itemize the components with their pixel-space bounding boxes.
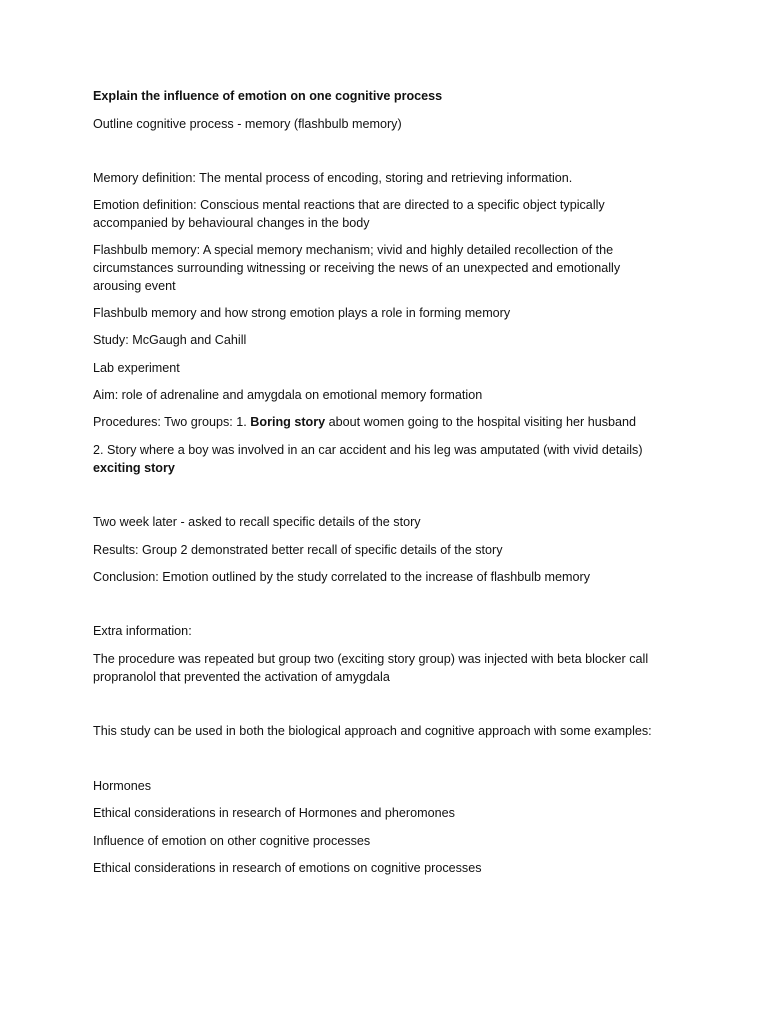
example-item: Ethical considerations in research of emotions on cognitive processes — [93, 861, 482, 875]
usage-text: This study can be used in both the biological approach and cognitive approach with some examples: — [93, 724, 652, 738]
outline-text: Outline cognitive process - memory (flashbulb memory) — [93, 117, 402, 131]
example-item: Influence of emotion on other cognitive processes — [93, 834, 371, 848]
extra-text-line-1: The procedure was repeated but group two (exciting story group) was injected with beta blocker call — [93, 652, 649, 666]
timing-text: Two week later - asked to recall specific details of the story — [93, 515, 421, 529]
emotion-definition-line-2: accompanied by behavioural changes in the body — [93, 216, 370, 230]
procedures-text — [93, 413, 693, 431]
procedures-prefix: Procedures: Two groups: 1. — [93, 415, 251, 429]
document-title: Explain the influence of emotion on one cognitive process — [93, 89, 443, 103]
example-item: Hormones — [93, 779, 152, 793]
memory-definition: Memory definition: The mental process of encoding, storing and retrieving information. — [93, 171, 573, 185]
group2-line-1: 2. Story where a boy was involved in an car accident and his leg was amputated (with vivid details) — [93, 443, 643, 457]
results-text: Results: Group 2 demonstrated better recall of specific details of the story — [93, 543, 503, 557]
extra-text-line-2: propranolol that prevented the activation of amygdala — [93, 670, 390, 684]
method-text: Lab experiment — [93, 361, 180, 375]
flashbulb-definition-line-2: circumstances surrounding witnessing or receiving the news of an unexpected and emotionally — [93, 261, 621, 275]
study-name: Study: McGaugh and Cahill — [93, 333, 247, 347]
aim-text: Aim: role of adrenaline and amygdala on emotional memory formation — [93, 388, 483, 402]
flashbulb-role: Flashbulb memory and how strong emotion plays a role in forming memory — [93, 306, 511, 320]
boring-story-label: Boring story — [250, 415, 326, 429]
exciting-story-label: exciting story — [93, 461, 175, 475]
flashbulb-definition-line-3: arousing event — [93, 279, 176, 293]
extra-heading: Extra information: — [93, 624, 192, 638]
emotion-definition-line-1: Emotion definition: Conscious mental reactions that are directed to a specific object typically — [93, 198, 605, 212]
procedures-suffix: about women going to the hospital visiting her husband — [325, 415, 637, 429]
example-item: Ethical considerations in research of Hormones and pheromones — [93, 806, 455, 820]
conclusion-text: Conclusion: Emotion outlined by the study correlated to the increase of flashbulb memory — [93, 570, 591, 584]
flashbulb-definition-line-1: Flashbulb memory: A special memory mechanism; vivid and highly detailed recollection of the — [93, 243, 614, 257]
